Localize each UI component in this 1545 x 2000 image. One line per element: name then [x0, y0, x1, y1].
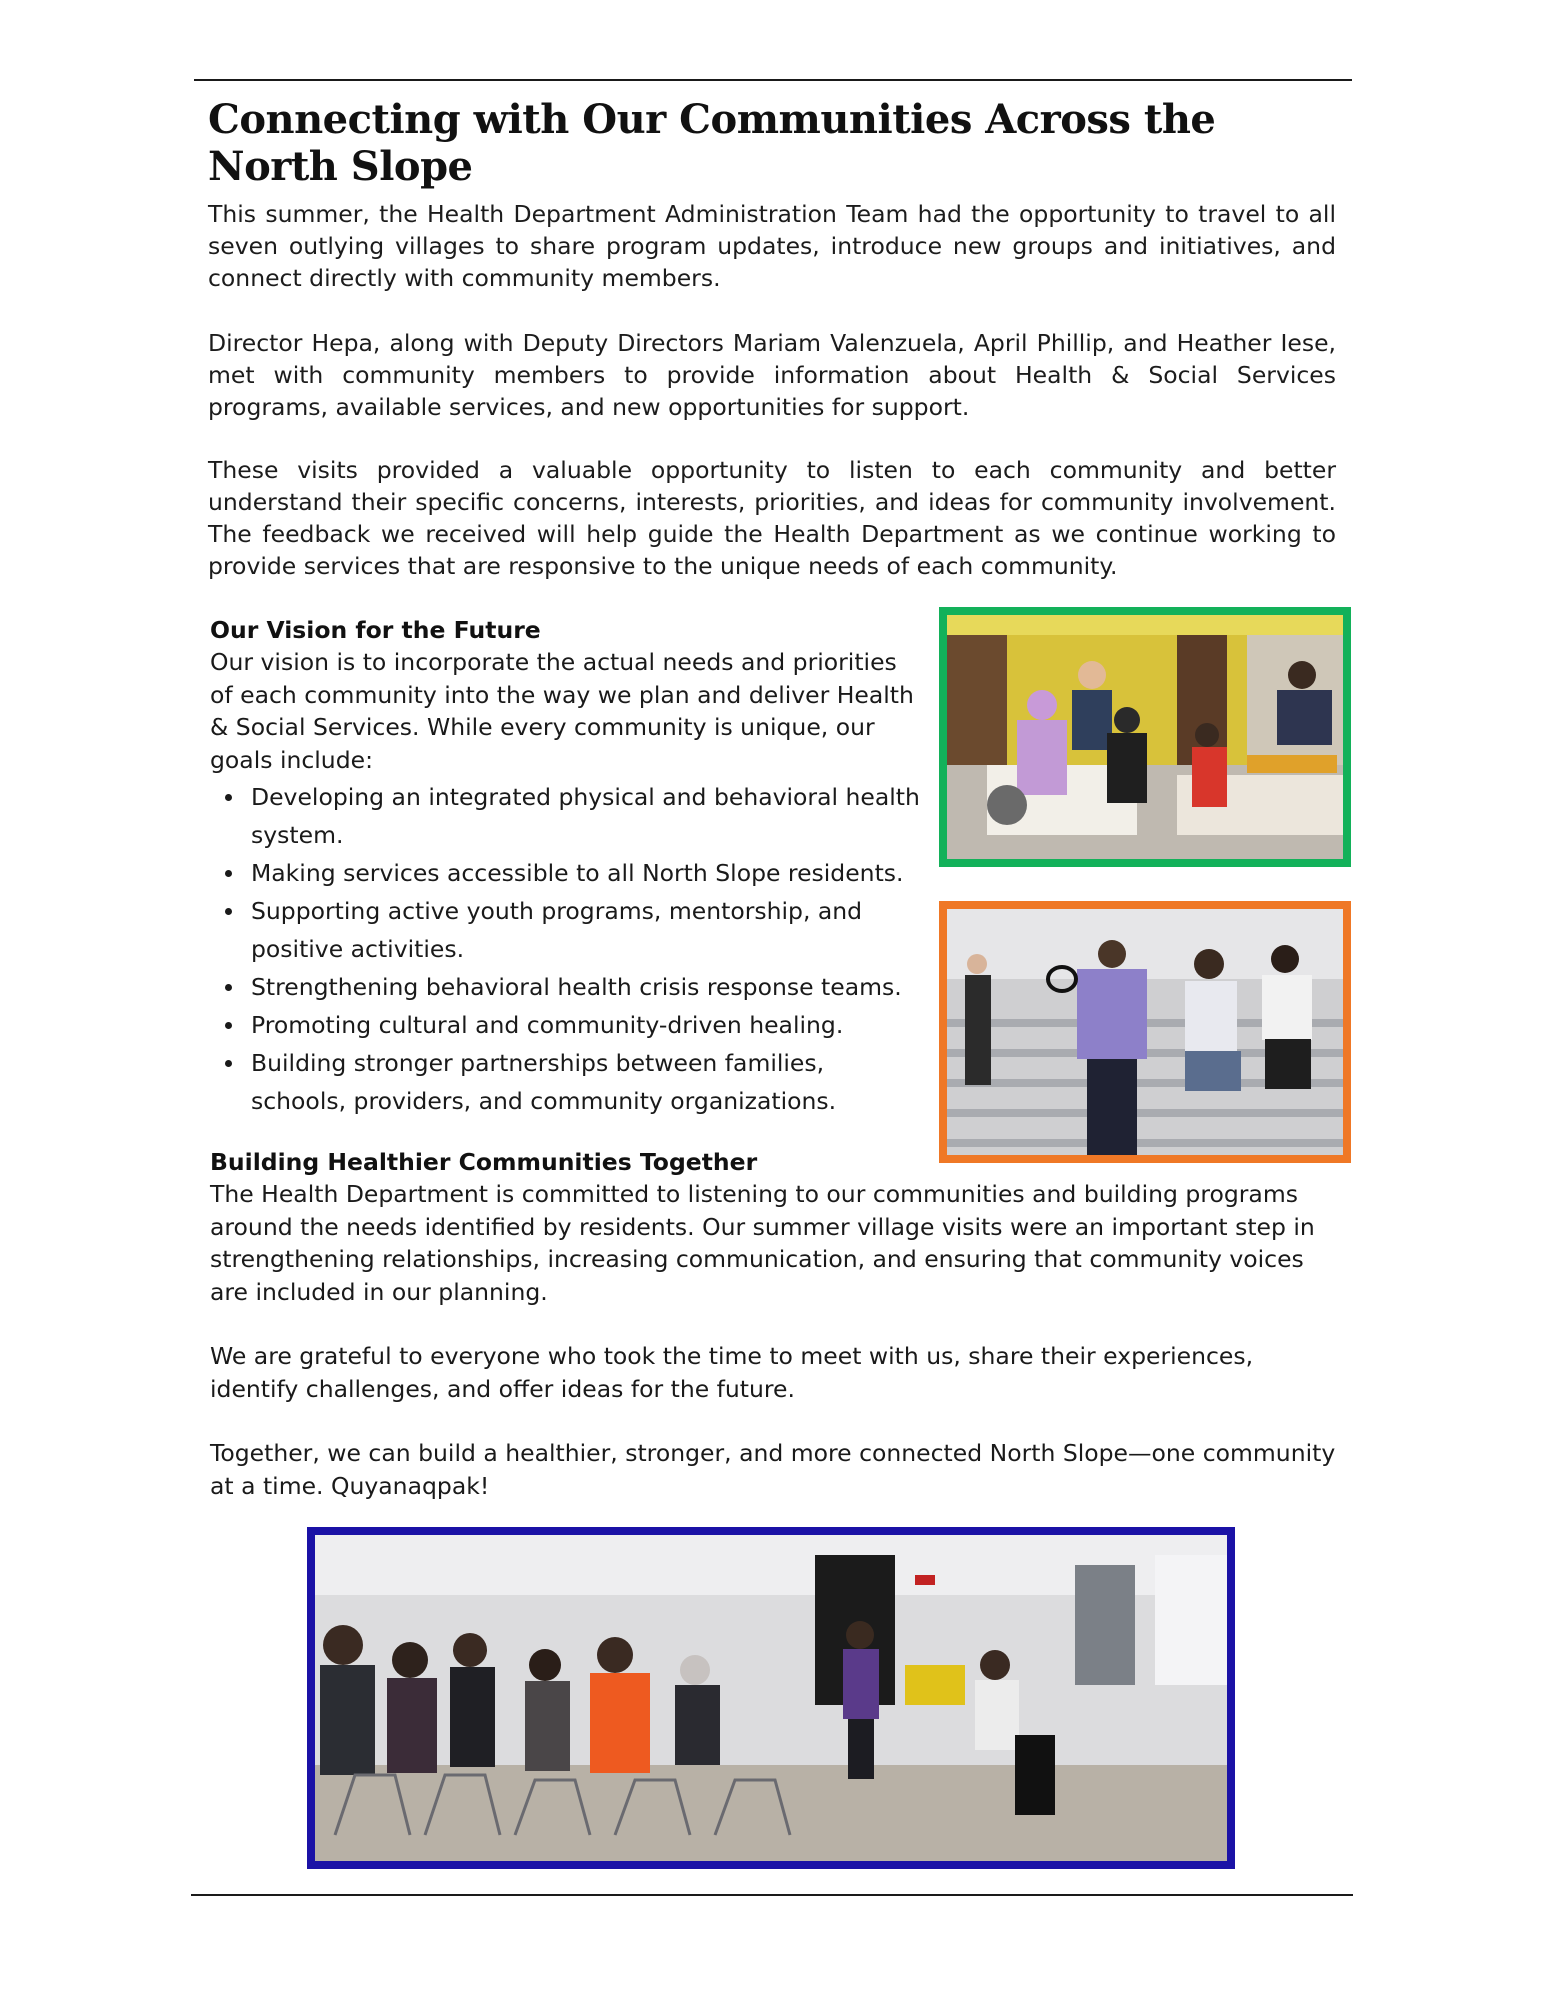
gym-speaker-photo	[939, 901, 1351, 1163]
vision-heading: Our Vision for the Future	[210, 616, 541, 644]
building-paragraph-1: The Health Department is committed to listening to our communities and building programs around the needs identified by residents. Our summer village visits were an important step in strengthening relationships, increasing communication, and ensuring that community voices are included in our planning.	[210, 1180, 1315, 1306]
goal-item: Building stronger partnerships between families, schools, providers, and community organizations.	[210, 1044, 925, 1120]
community-meeting-photo	[307, 1527, 1235, 1869]
building-paragraph-2: We are grateful to everyone who took the time to meet with us, share their experiences, identify challenges, and offer ideas for the future.	[210, 1342, 1254, 1403]
building-section	[210, 1146, 1338, 1502]
top-divider	[194, 79, 1352, 81]
intro-paragraph-2: Director Hepa, along with Deputy Directors Mariam Valenzuela, April Phillip, and Heather Iese, met with community members to provide information about Health & Social Services programs, available services, and new opportunities for support.	[208, 329, 1336, 421]
goal-item: Developing an integrated physical and behavioral health system.	[210, 778, 925, 854]
intro-paragraph-3: These visits provided a valuable opportunity to listen to each community and better understand their specific concerns, interests, priorities, and ideas for community involvement. The feedback we received will help guide the Health Department as we continue working to provide services that are responsive to the unique needs of each community.	[208, 456, 1336, 580]
goal-item: Making services accessible to all North Slope residents.	[210, 854, 925, 892]
goal-item: Supporting active youth programs, mentorship, and positive activities.	[210, 892, 925, 968]
goals-list	[210, 778, 925, 1120]
building-heading: Building Healthier Communities Together	[210, 1148, 758, 1176]
building-paragraph-3: Together, we can build a healthier, stronger, and more connected North Slope—one community at a time. Quyanaqpak!	[210, 1439, 1336, 1500]
goal-item: Strengthening behavioral health crisis response teams.	[210, 968, 925, 1006]
vision-text: Our vision is to incorporate the actual needs and priorities of each community into the way we plan and deliver Health & Social Services. While every community is unique, our goals include:	[210, 648, 914, 774]
intro-paragraph-1: This summer, the Health Department Administration Team had the opportunity to travel to all seven outlying villages to share program updates, introduce new groups and initiatives, and connect directly with community members.	[208, 200, 1336, 292]
bottom-divider	[191, 1894, 1353, 1896]
community-event-photo	[939, 607, 1351, 867]
vision-section	[210, 614, 925, 1120]
page-title: Connecting with Our Communities Across the North Slope	[208, 96, 1216, 190]
goal-item: Promoting cultural and community-driven healing.	[210, 1006, 925, 1044]
